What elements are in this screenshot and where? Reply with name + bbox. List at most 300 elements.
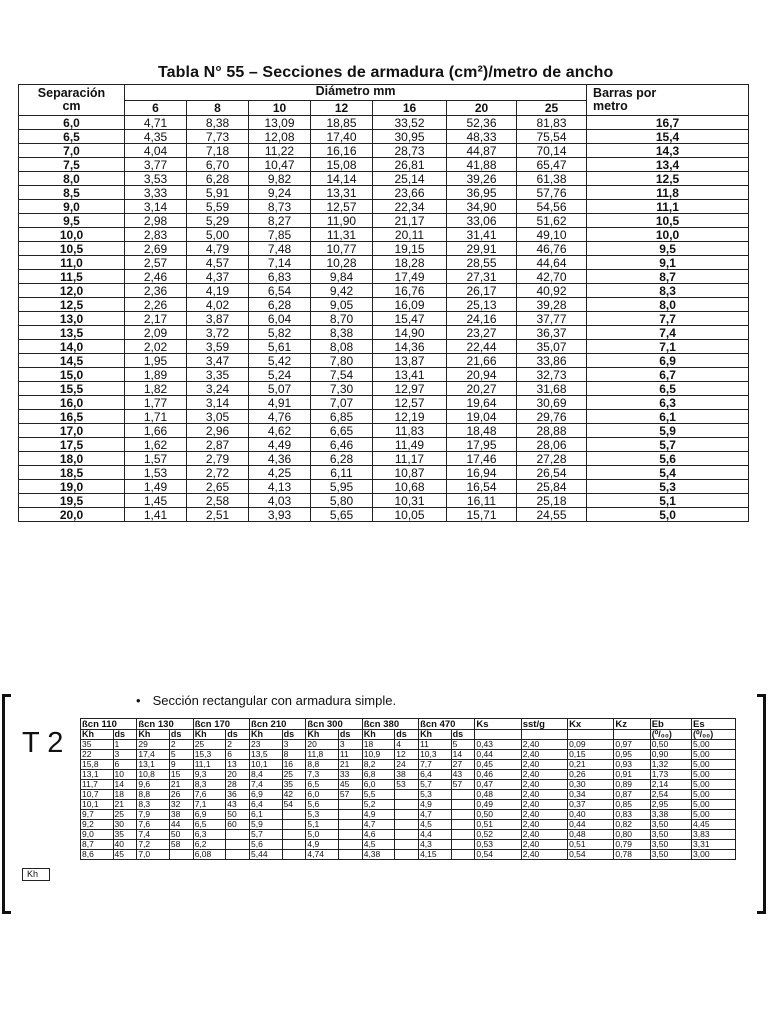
area-cell: 3,87 <box>187 312 249 326</box>
area-cell: 7,80 <box>311 354 373 368</box>
area-cell: 6,46 <box>311 438 373 452</box>
separation-cell: 9,0 <box>19 200 125 214</box>
t2-cell: 10,1 <box>250 760 283 770</box>
area-cell: 9,82 <box>249 172 311 186</box>
area-cell: 13,09 <box>249 116 311 130</box>
t2-cell: 4,9 <box>419 800 452 810</box>
area-cell: 5,95 <box>311 480 373 494</box>
area-cell: 7,18 <box>187 144 249 158</box>
area-cell: 4,49 <box>249 438 311 452</box>
area-cell: 44,87 <box>447 144 517 158</box>
t2-cell: 27 <box>451 760 475 770</box>
t2-sub-header: Kh <box>419 730 452 740</box>
t2-table-row <box>81 820 736 830</box>
area-cell: 39,28 <box>517 298 587 312</box>
t2-cell: 13 <box>226 760 250 770</box>
area-cell: 5,00 <box>187 228 249 242</box>
t2-cell: 0,79 <box>614 840 650 850</box>
t2-cell: 43 <box>226 800 250 810</box>
separation-cell: 6,0 <box>19 116 125 130</box>
separation-header: Separación cm <box>19 85 125 116</box>
t2-cell: 15 <box>169 770 193 780</box>
t2-sub-header: ds <box>226 730 250 740</box>
t2-sub-header: (⁰/₀₀) <box>692 730 736 740</box>
t2-cell: 5,00 <box>692 800 736 810</box>
area-cell: 48,33 <box>447 130 517 144</box>
area-cell: 65,47 <box>517 158 587 172</box>
area-cell: 39,26 <box>447 172 517 186</box>
table-row <box>19 242 749 256</box>
table-row <box>19 116 749 130</box>
table-title: Tabla N° 55 – Secciones de armadura (cm²)/metro de ancho <box>158 64 614 81</box>
t2-cell: 10 <box>113 770 137 780</box>
area-cell: 22,34 <box>373 200 447 214</box>
t2-cell: 2,40 <box>521 840 567 850</box>
t2-cell: 8,3 <box>137 800 170 810</box>
t2-cell: 0,46 <box>475 770 521 780</box>
bars-per-meter-cell: 6,7 <box>587 368 749 382</box>
area-cell: 81,83 <box>517 116 587 130</box>
t2-cell: 0,44 <box>568 820 614 830</box>
area-cell: 20,94 <box>447 368 517 382</box>
t2-cell: 5,00 <box>692 770 736 780</box>
t2-cell: 0,51 <box>475 820 521 830</box>
t2-cell: 0,49 <box>475 800 521 810</box>
table-row <box>19 452 749 466</box>
area-cell: 42,70 <box>517 270 587 284</box>
t2-cell: 23 <box>250 740 283 750</box>
area-cell: 75,54 <box>517 130 587 144</box>
t2-cell: 0,52 <box>475 830 521 840</box>
t2-cell: 11 <box>338 750 362 760</box>
t2-sub-header: Kh <box>362 730 395 740</box>
t2-cell: 24 <box>395 760 419 770</box>
t2-cell: 5,5 <box>362 790 395 800</box>
separation-cell: 16,0 <box>19 396 125 410</box>
t2-cell: 7,6 <box>193 790 226 800</box>
t2-sub-header: Kh <box>137 730 170 740</box>
t2-cell: 6,2 <box>193 840 226 850</box>
area-cell: 3,35 <box>187 368 249 382</box>
t2-cell: 1,73 <box>650 770 691 780</box>
t2-group-header-row <box>81 719 736 730</box>
t2-cell: 50 <box>226 810 250 820</box>
t2-cell: 2,40 <box>521 850 567 860</box>
table-row <box>19 368 749 382</box>
t2-cell: 3 <box>282 740 306 750</box>
area-cell: 2,51 <box>187 508 249 522</box>
t2-cell: 30 <box>113 820 137 830</box>
bars-per-meter-cell: 13,4 <box>587 158 749 172</box>
t2-cell: 0,50 <box>475 810 521 820</box>
area-cell: 1,53 <box>125 466 187 480</box>
area-cell: 11,17 <box>373 452 447 466</box>
area-cell: 27,28 <box>517 452 587 466</box>
t2-cell <box>395 800 419 810</box>
area-cell: 9,42 <box>311 284 373 298</box>
t2-cell: 20 <box>306 740 339 750</box>
area-cell: 13,31 <box>311 186 373 200</box>
area-cell: 28,06 <box>517 438 587 452</box>
t2-cell: 6,8 <box>362 770 395 780</box>
t2-cell: 6,3 <box>193 830 226 840</box>
t2-cell: 7,7 <box>419 760 452 770</box>
separation-cell: 10,5 <box>19 242 125 256</box>
bars-per-meter-cell: 7,4 <box>587 326 749 340</box>
t2-cell: 0,30 <box>568 780 614 790</box>
area-cell: 1,95 <box>125 354 187 368</box>
t2-cell: 5,00 <box>692 750 736 760</box>
area-cell: 36,95 <box>447 186 517 200</box>
area-cell: 5,59 <box>187 200 249 214</box>
area-cell: 54,56 <box>517 200 587 214</box>
diameter-value: 16 <box>373 100 447 116</box>
area-cell: 6,28 <box>311 452 373 466</box>
t2-cell: 2 <box>226 740 250 750</box>
t2-cell: 3,00 <box>692 850 736 860</box>
rectangular-section-table <box>80 718 736 860</box>
t2-cell <box>451 850 475 860</box>
t2-cell: 6,4 <box>250 800 283 810</box>
t2-cell: 9,6 <box>137 780 170 790</box>
t2-cell <box>395 810 419 820</box>
table-row <box>19 410 749 424</box>
area-cell: 7,14 <box>249 256 311 270</box>
t2-cell: 5,7 <box>250 830 283 840</box>
area-cell: 29,76 <box>517 410 587 424</box>
t2-cell: 2,95 <box>650 800 691 810</box>
t2-cell: 36 <box>226 790 250 800</box>
area-cell: 2,98 <box>125 214 187 228</box>
area-cell: 3,59 <box>187 340 249 354</box>
t2-cell: 3,50 <box>650 820 691 830</box>
table-row <box>19 172 749 186</box>
area-cell: 27,31 <box>447 270 517 284</box>
t2-cell <box>395 790 419 800</box>
t2-cell: 11,7 <box>81 780 114 790</box>
t2-cell: 3 <box>338 740 362 750</box>
t2-cell: 0,48 <box>568 830 614 840</box>
bars-per-meter-cell: 16,7 <box>587 116 749 130</box>
area-cell: 4,79 <box>187 242 249 256</box>
area-cell: 8,38 <box>311 326 373 340</box>
t2-cell <box>338 800 362 810</box>
separation-cell: 7,0 <box>19 144 125 158</box>
t2-cell: 7,9 <box>137 810 170 820</box>
area-cell: 14,14 <box>311 172 373 186</box>
t2-cell: 6,0 <box>362 780 395 790</box>
t2-cell <box>338 820 362 830</box>
bars-per-meter-cell: 5,6 <box>587 452 749 466</box>
t2-cell: 0,44 <box>475 750 521 760</box>
t2-cell: 21 <box>113 800 137 810</box>
t2-cell: 0,47 <box>475 780 521 790</box>
area-cell: 5,82 <box>249 326 311 340</box>
separation-cell: 17,5 <box>19 438 125 452</box>
area-cell: 1,45 <box>125 494 187 508</box>
area-cell: 2,09 <box>125 326 187 340</box>
separation-cell: 14,5 <box>19 354 125 368</box>
t2-cell: 10,1 <box>81 800 114 810</box>
t2-cell: 4,9 <box>362 810 395 820</box>
t2-cell: 11,1 <box>193 760 226 770</box>
t2-cell: 45 <box>113 850 137 860</box>
area-cell: 4,71 <box>125 116 187 130</box>
bars-per-meter-cell: 8,3 <box>587 284 749 298</box>
bars-per-meter-cell: 5,4 <box>587 466 749 480</box>
t2-cell: 0,91 <box>614 770 650 780</box>
area-cell: 7,48 <box>249 242 311 256</box>
area-cell: 28,88 <box>517 424 587 438</box>
area-cell: 2,58 <box>187 494 249 508</box>
area-cell: 4,19 <box>187 284 249 298</box>
t2-cell <box>451 830 475 840</box>
t2-group-header: ßcn 470 <box>419 719 475 730</box>
bars-per-meter-cell: 9,5 <box>587 242 749 256</box>
t2-sub-header <box>614 730 650 740</box>
area-cell: 1,77 <box>125 396 187 410</box>
t2-cell: 8,7 <box>81 840 114 850</box>
t2-cell <box>395 830 419 840</box>
area-cell: 14,36 <box>373 340 447 354</box>
area-cell: 8,38 <box>187 116 249 130</box>
area-cell: 5,80 <box>311 494 373 508</box>
diameter-value: 25 <box>517 100 587 116</box>
bullet-icon: • <box>136 693 141 708</box>
t2-cell <box>226 850 250 860</box>
area-cell: 16,94 <box>447 466 517 480</box>
area-cell: 1,66 <box>125 424 187 438</box>
area-cell: 1,57 <box>125 452 187 466</box>
table-row <box>19 284 749 298</box>
t2-cell: 20 <box>226 770 250 780</box>
t2-cell: 5,00 <box>692 790 736 800</box>
bars-per-meter-cell: 8,0 <box>587 298 749 312</box>
area-cell: 16,54 <box>447 480 517 494</box>
t2-cell <box>226 830 250 840</box>
bars-per-meter-cell: 8,7 <box>587 270 749 284</box>
area-cell: 15,47 <box>373 312 447 326</box>
t2-cell: 3,50 <box>650 830 691 840</box>
area-cell: 6,11 <box>311 466 373 480</box>
t2-cell: 0,82 <box>614 820 650 830</box>
area-cell: 31,41 <box>447 228 517 242</box>
area-cell: 4,91 <box>249 396 311 410</box>
area-cell: 4,35 <box>125 130 187 144</box>
area-cell: 3,05 <box>187 410 249 424</box>
area-cell: 2,83 <box>125 228 187 242</box>
area-cell: 1,82 <box>125 382 187 396</box>
separation-cell: 15,0 <box>19 368 125 382</box>
t2-table-row <box>81 770 736 780</box>
t2-cell <box>282 810 306 820</box>
t2-cell: 2,40 <box>521 780 567 790</box>
t2-group-header: Es <box>692 719 736 730</box>
area-cell: 29,91 <box>447 242 517 256</box>
area-cell: 12,57 <box>373 396 447 410</box>
area-cell: 1,62 <box>125 438 187 452</box>
separation-cell: 12,5 <box>19 298 125 312</box>
bars-per-meter-cell: 5,0 <box>587 508 749 522</box>
bars-per-meter-cell: 5,9 <box>587 424 749 438</box>
area-cell: 8,73 <box>249 200 311 214</box>
t2-cell: 0,45 <box>475 760 521 770</box>
t2-sub-header: Kh <box>81 730 114 740</box>
t2-cell: 35 <box>113 830 137 840</box>
t2-table-row <box>81 780 736 790</box>
t2-cell: 10,3 <box>419 750 452 760</box>
t2-cell: 5,3 <box>306 810 339 820</box>
area-cell: 3,14 <box>187 396 249 410</box>
t2-cell <box>451 790 475 800</box>
separation-cell: 18,5 <box>19 466 125 480</box>
t2-cell: 10,7 <box>81 790 114 800</box>
t2-cell: 25 <box>282 770 306 780</box>
t2-cell: 0,89 <box>614 780 650 790</box>
t2-cell: 7,4 <box>250 780 283 790</box>
area-cell: 18,48 <box>447 424 517 438</box>
t2-cell <box>338 850 362 860</box>
area-cell: 6,70 <box>187 158 249 172</box>
area-cell: 16,09 <box>373 298 447 312</box>
t2-cell: 8,3 <box>193 780 226 790</box>
area-cell: 1,41 <box>125 508 187 522</box>
t2-cell: 5,6 <box>306 800 339 810</box>
area-cell: 25,13 <box>447 298 517 312</box>
table-row <box>19 312 749 326</box>
area-cell: 17,40 <box>311 130 373 144</box>
area-cell: 10,05 <box>373 508 447 522</box>
separation-cell: 14,0 <box>19 340 125 354</box>
t2-group-header: Eb <box>650 719 691 730</box>
t2-cell <box>338 840 362 850</box>
table-body <box>19 116 749 522</box>
t2-cell: 0,54 <box>475 850 521 860</box>
area-cell: 4,04 <box>125 144 187 158</box>
bars-per-meter-cell: 6,1 <box>587 410 749 424</box>
area-cell: 2,96 <box>187 424 249 438</box>
area-cell: 5,24 <box>249 368 311 382</box>
bars-per-meter-cell: 5,1 <box>587 494 749 508</box>
area-cell: 21,17 <box>373 214 447 228</box>
separation-cell: 11,0 <box>19 256 125 270</box>
t2-cell: 8,8 <box>306 760 339 770</box>
t2-cell: 4,38 <box>362 850 395 860</box>
area-cell: 31,68 <box>517 382 587 396</box>
t2-cell: 38 <box>169 810 193 820</box>
t2-cell: 9,7 <box>81 810 114 820</box>
bars-per-meter-cell: 14,3 <box>587 144 749 158</box>
table-row <box>19 130 749 144</box>
area-cell: 8,08 <box>311 340 373 354</box>
separation-cell: 15,5 <box>19 382 125 396</box>
t2-cell: 15,3 <box>193 750 226 760</box>
t2-cell: 9,3 <box>193 770 226 780</box>
t2-cell: 10,9 <box>362 750 395 760</box>
bars-per-meter-cell: 6,5 <box>587 382 749 396</box>
area-cell: 2,79 <box>187 452 249 466</box>
separation-cell: 7,5 <box>19 158 125 172</box>
bars-per-meter-cell: 6,3 <box>587 396 749 410</box>
t2-table-row <box>81 830 736 840</box>
t2-cell: 32 <box>169 800 193 810</box>
t2-group-header: ßcn 110 <box>81 719 137 730</box>
area-cell: 4,76 <box>249 410 311 424</box>
area-cell: 28,73 <box>373 144 447 158</box>
area-cell: 9,05 <box>311 298 373 312</box>
t2-cell: 3,83 <box>692 830 736 840</box>
t2-cell: 0,21 <box>568 760 614 770</box>
t2-cell: 6,08 <box>193 850 226 860</box>
area-cell: 10,77 <box>311 242 373 256</box>
t2-sub-header: Kh <box>193 730 226 740</box>
table-row <box>19 340 749 354</box>
t2-cell: 2,14 <box>650 780 691 790</box>
t2-cell: 29 <box>137 740 170 750</box>
diameter-value: 20 <box>447 100 517 116</box>
area-cell: 14,90 <box>373 326 447 340</box>
area-cell: 11,22 <box>249 144 311 158</box>
area-cell: 7,30 <box>311 382 373 396</box>
area-cell: 24,16 <box>447 312 517 326</box>
t2-cell: 3,31 <box>692 840 736 850</box>
t2-cell: 9,0 <box>81 830 114 840</box>
t2-group-header: ßcn 300 <box>306 719 362 730</box>
area-cell: 16,76 <box>373 284 447 298</box>
t2-cell: 2,40 <box>521 800 567 810</box>
area-cell: 26,81 <box>373 158 447 172</box>
t2-cell: 38 <box>395 770 419 780</box>
area-cell: 6,28 <box>249 298 311 312</box>
t2-table-row <box>81 850 736 860</box>
area-cell: 33,06 <box>447 214 517 228</box>
t2-cell: 40 <box>113 840 137 850</box>
table-row <box>19 144 749 158</box>
area-cell: 13,87 <box>373 354 447 368</box>
t2-cell: 0,53 <box>475 840 521 850</box>
t2-cell: 43 <box>451 770 475 780</box>
area-cell: 2,46 <box>125 270 187 284</box>
t2-sub-header: ds <box>338 730 362 740</box>
separation-cell: 12,0 <box>19 284 125 298</box>
t2-table-row <box>81 790 736 800</box>
t2-cell: 2,40 <box>521 790 567 800</box>
t2-cell: 14 <box>113 780 137 790</box>
t2-cell: 0,51 <box>568 840 614 850</box>
table-row <box>19 354 749 368</box>
t2-group-header: Kz <box>614 719 650 730</box>
reinforcement-section-table <box>18 84 749 522</box>
t2-cell: 58 <box>169 840 193 850</box>
t2-cell: 0,93 <box>614 760 650 770</box>
t2-cell: 16 <box>282 760 306 770</box>
area-cell: 2,02 <box>125 340 187 354</box>
area-cell: 7,54 <box>311 368 373 382</box>
separation-cell: 20,0 <box>19 508 125 522</box>
t2-group-header: ßcn 130 <box>137 719 193 730</box>
frame-bracket-left <box>2 694 11 914</box>
t2-group-header: ßcn 210 <box>250 719 306 730</box>
area-cell: 30,69 <box>517 396 587 410</box>
area-cell: 3,33 <box>125 186 187 200</box>
t2-cell: 0,85 <box>614 800 650 810</box>
bars-per-meter-cell: 5,7 <box>587 438 749 452</box>
bars-per-meter-cell: 11,1 <box>587 200 749 214</box>
t2-cell: 2,54 <box>650 790 691 800</box>
table-row <box>19 186 749 200</box>
area-cell: 12,08 <box>249 130 311 144</box>
area-cell: 19,64 <box>447 396 517 410</box>
